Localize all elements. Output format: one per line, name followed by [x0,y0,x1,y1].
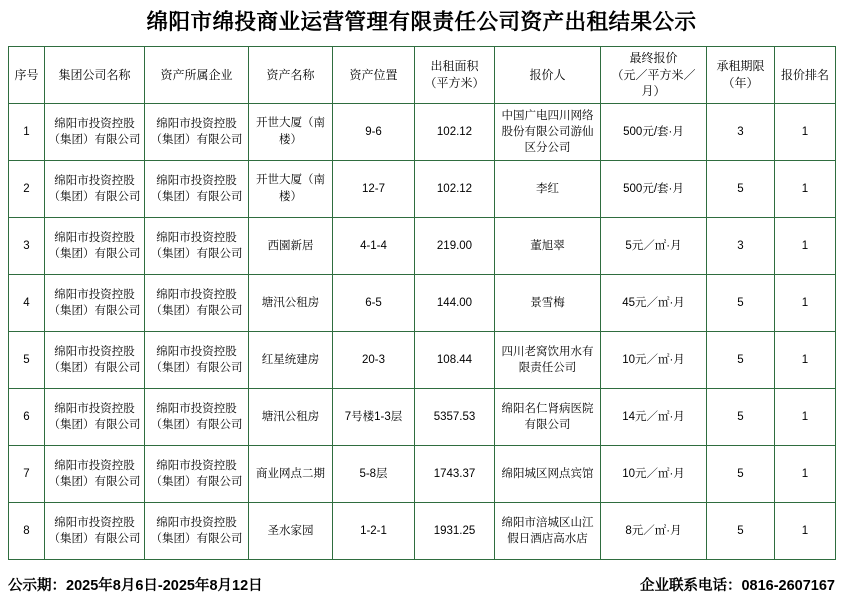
column-header-asset-name [249,46,333,103]
cell-group-line2: （集团）有限公司 [48,419,141,432]
cell-term: 5 [707,161,775,218]
column-header-area [415,46,495,103]
column-header-term-line2: （年） [722,76,759,91]
cell-enterprise [145,446,249,503]
cell-bidder-line2: 股份有限公司游仙 [501,126,594,139]
cell-enterprise [145,218,249,275]
cell-bidder-line1: 景雪梅 [530,297,565,310]
column-header-bidder-line1: 报价人 [529,67,566,82]
cell-enterprise [145,503,249,560]
cell-enterprise [145,104,249,161]
cell-bidder-line1: 李红 [536,183,559,196]
document-footer [8,560,835,595]
cell-term: 3 [707,218,775,275]
cell-group-line1: 绵阳市投资控股 [54,232,135,245]
cell-group-line1: 绵阳市投资控股 [54,517,135,530]
cell-area: 219.00 [415,218,495,275]
cell-final-price: 5元／㎡·月 [601,218,707,275]
contact-phone: 企业联系电话：0816-2607167 [639,578,835,595]
cell-rank: 1 [775,275,836,332]
column-header-asset-name-line1: 资产名称 [266,67,315,82]
column-header-group-line1: 集团公司名称 [58,67,131,82]
column-header-location [333,46,415,103]
cell-asset-name: 塘汛公租房 [249,389,333,446]
cell-final-price: 500元/套·月 [601,104,707,161]
cell-term: 5 [707,332,775,389]
cell-bidder [495,446,601,503]
cell-final-price: 500元/套·月 [601,161,707,218]
cell-enterprise-line1: 绵阳市投资控股 [156,403,237,416]
cell-location: 9-6 [333,104,415,161]
column-header-enterprise-line1: 资产所属企业 [160,67,233,82]
table-row [9,332,836,389]
cell-group [45,389,145,446]
column-header-index-line1: 序号 [14,67,39,82]
cell-enterprise-line1: 绵阳市投资控股 [156,460,237,473]
cell-asset-name: 圣水家园 [249,503,333,560]
cell-area: 1931.25 [415,503,495,560]
cell-group-line2: （集团）有限公司 [48,305,141,318]
cell-asset-name: 塘汛公租房 [249,275,333,332]
table-row [9,275,836,332]
cell-location: 20-3 [333,332,415,389]
cell-enterprise-line2: （集团）有限公司 [150,533,243,546]
cell-enterprise-line1: 绵阳市投资控股 [156,346,237,359]
cell-area: 1743.37 [415,446,495,503]
cell-term: 3 [707,104,775,161]
table-header-row [9,46,836,103]
cell-term: 5 [707,275,775,332]
cell-group-line1: 绵阳市投资控股 [54,346,135,359]
cell-rank: 1 [775,218,836,275]
asset-rental-results-table [8,46,836,560]
cell-final-price: 8元／㎡·月 [601,503,707,560]
cell-bidder [495,161,601,218]
publicity-period: 公示期：2025年8月6日-2025年8月12日 [8,578,263,595]
cell-final-price: 10元／㎡·月 [601,446,707,503]
cell-group [45,332,145,389]
cell-enterprise-line1: 绵阳市投资控股 [156,175,237,188]
cell-index: 1 [9,104,45,161]
column-header-area-line1: 出租面积 [430,59,479,74]
cell-bidder-line1: 四川老窝饮用水有 [501,346,594,359]
cell-group-line2: （集团）有限公司 [48,533,141,546]
cell-bidder [495,389,601,446]
cell-location: 6-5 [333,275,415,332]
column-header-index [9,46,45,103]
cell-group-line1: 绵阳市投资控股 [54,289,135,302]
cell-index: 8 [9,503,45,560]
column-header-area-line2: （平方米） [424,76,485,91]
cell-enterprise-line2: （集团）有限公司 [150,362,243,375]
cell-bidder [495,503,601,560]
cell-area: 102.12 [415,104,495,161]
cell-group-line1: 绵阳市投资控股 [54,403,135,416]
cell-enterprise-line1: 绵阳市投资控股 [156,517,237,530]
cell-term: 5 [707,389,775,446]
cell-asset-name: 开世大厦（南楼） [249,104,333,161]
cell-asset-name: 西園新居 [249,218,333,275]
cell-location: 4-1-4 [333,218,415,275]
cell-group [45,503,145,560]
cell-rank: 1 [775,104,836,161]
cell-rank: 1 [775,389,836,446]
cell-area: 102.12 [415,161,495,218]
cell-index: 3 [9,218,45,275]
column-header-rank [775,46,836,103]
cell-area: 5357.53 [415,389,495,446]
cell-index: 6 [9,389,45,446]
cell-enterprise [145,275,249,332]
cell-area: 108.44 [415,332,495,389]
cell-group-line2: （集团）有限公司 [48,134,141,147]
cell-term: 5 [707,503,775,560]
cell-group-line2: （集团）有限公司 [48,191,141,204]
table-row [9,446,836,503]
cell-index: 7 [9,446,45,503]
column-header-final-price [601,46,707,103]
cell-bidder [495,104,601,161]
column-header-enterprise [145,46,249,103]
cell-enterprise [145,332,249,389]
column-header-final-price-line2: （元／平方米／月） [611,67,696,99]
cell-group-line2: （集团）有限公司 [48,476,141,489]
cell-rank: 1 [775,332,836,389]
cell-term: 5 [707,446,775,503]
table-row [9,104,836,161]
cell-bidder-line1: 绵阳城区网点宾馆 [501,468,594,481]
cell-index: 5 [9,332,45,389]
cell-rank: 1 [775,446,836,503]
cell-final-price: 10元／㎡·月 [601,332,707,389]
cell-index: 4 [9,275,45,332]
cell-enterprise-line1: 绵阳市投资控股 [156,118,237,131]
cell-location: 1-2-1 [333,503,415,560]
cell-rank: 1 [775,503,836,560]
cell-bidder [495,275,601,332]
cell-enterprise [145,389,249,446]
cell-location: 12-7 [333,161,415,218]
cell-enterprise-line2: （集团）有限公司 [150,476,243,489]
cell-bidder-line3: 区分公司 [524,142,571,155]
cell-group-line1: 绵阳市投资控股 [54,175,135,188]
page-title: 绵阳市绵投商业运营管理有限责任公司资产出租结果公示 [146,10,697,34]
cell-bidder-line1: 董旭翠 [530,240,565,253]
cell-rank: 1 [775,161,836,218]
cell-group [45,218,145,275]
cell-enterprise-line2: （集团）有限公司 [150,419,243,432]
cell-asset-name: 商业网点二期 [249,446,333,503]
cell-enterprise-line2: （集团）有限公司 [150,191,243,204]
cell-group [45,161,145,218]
column-header-location-line1: 资产位置 [349,67,398,82]
cell-group [45,446,145,503]
cell-final-price: 14元／㎡·月 [601,389,707,446]
cell-enterprise-line2: （集团）有限公司 [150,134,243,147]
cell-area: 144.00 [415,275,495,332]
cell-enterprise-line1: 绵阳市投资控股 [156,232,237,245]
column-header-term [707,46,775,103]
table-row [9,218,836,275]
table-row [9,389,836,446]
column-header-group [45,46,145,103]
cell-group-line2: （集团）有限公司 [48,362,141,375]
cell-bidder [495,332,601,389]
cell-bidder-line2: 限责任公司 [518,362,577,375]
cell-bidder-line1: 绵阳市涪城区山江 [501,517,594,530]
cell-bidder-line2: 有限公司 [524,419,571,432]
cell-enterprise-line2: （集团）有限公司 [150,248,243,261]
cell-bidder-line2: 假日酒店高水店 [507,533,588,546]
cell-bidder-line1: 绵阳名仁肾病医院 [501,403,594,416]
cell-asset-name: 红星统建房 [249,332,333,389]
column-header-rank-line1: 报价排名 [780,67,829,82]
cell-final-price: 45元／㎡·月 [601,275,707,332]
column-header-term-line1: 承租期限 [716,59,765,74]
cell-index: 2 [9,161,45,218]
cell-group [45,275,145,332]
cell-enterprise [145,161,249,218]
table-row [9,503,836,560]
cell-group-line2: （集团）有限公司 [48,248,141,261]
cell-bidder-line1: 中国广电四川网络 [501,110,594,123]
cell-enterprise-line1: 绵阳市投资控股 [156,289,237,302]
cell-group-line1: 绵阳市投资控股 [54,118,135,131]
cell-group [45,104,145,161]
cell-bidder [495,218,601,275]
cell-location: 5-8层 [333,446,415,503]
column-header-final-price-line1: 最终报价 [629,50,678,65]
table-row [9,161,836,218]
column-header-bidder [495,46,601,103]
cell-enterprise-line2: （集团）有限公司 [150,305,243,318]
cell-location: 7号楼1-3层 [333,389,415,446]
cell-group-line1: 绵阳市投资控股 [54,460,135,473]
cell-asset-name: 开世大厦（南楼） [249,161,333,218]
